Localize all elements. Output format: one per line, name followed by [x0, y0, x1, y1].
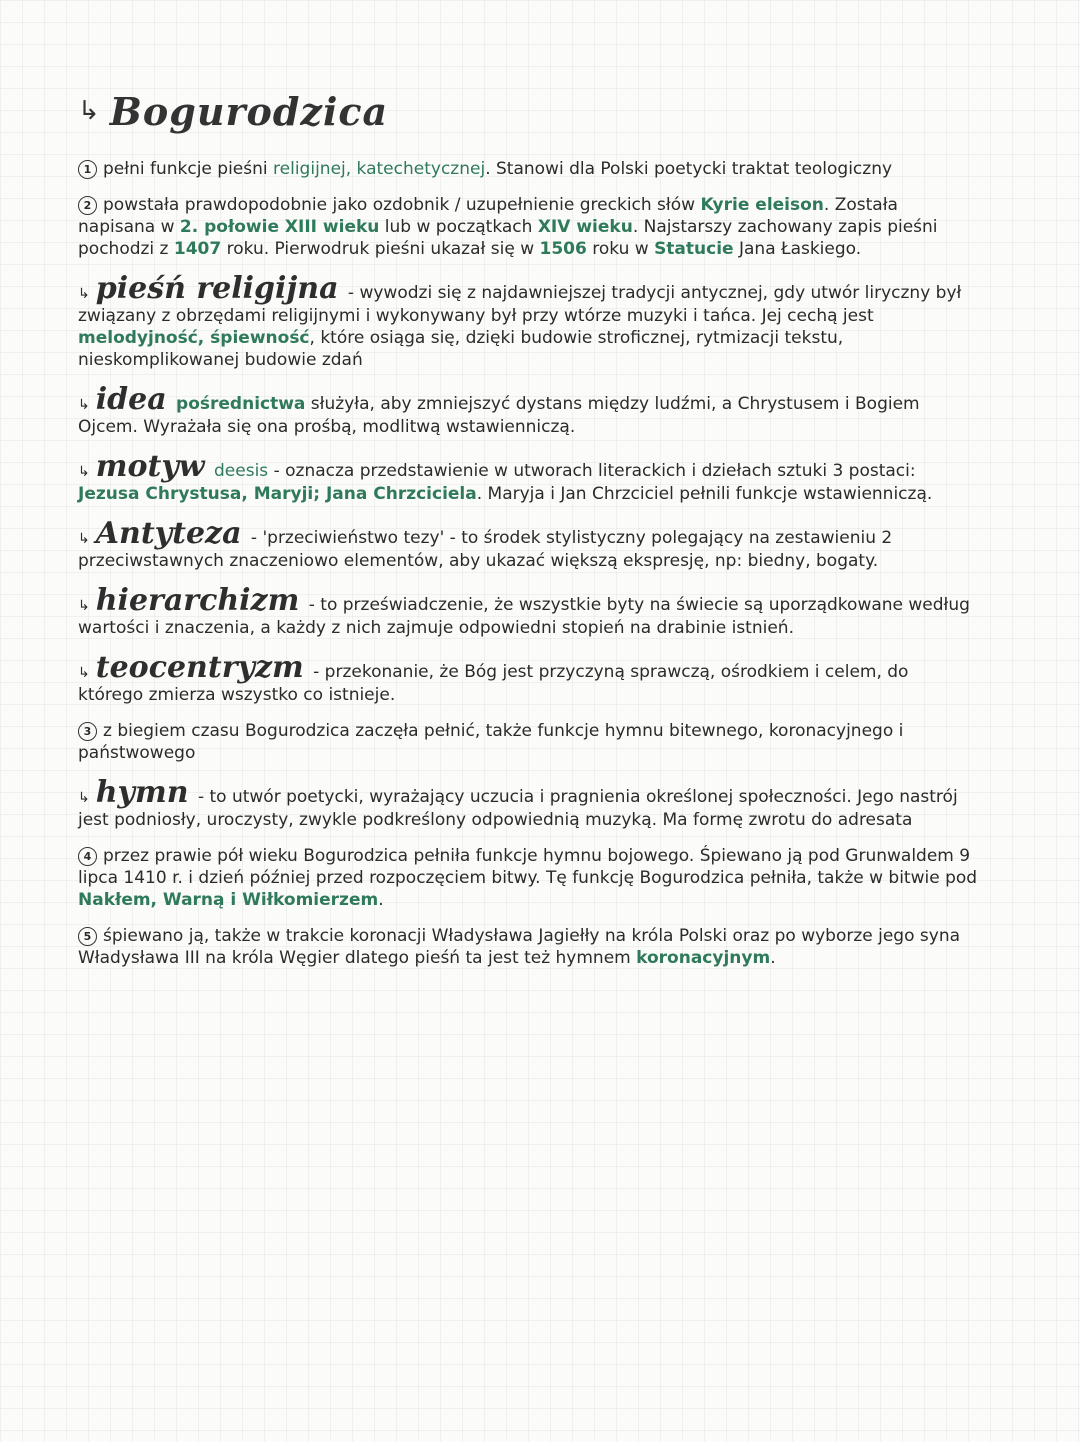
term-title: idea [95, 382, 167, 417]
sub-arrow-icon: ↳ [78, 397, 90, 413]
text: - oznacza przedstawienie w utworach literackich i dziełach sztuki 3 postaci: [268, 461, 916, 481]
text: Jana Łaskiego. [733, 239, 862, 259]
text: , które osiąga się, dzięki budowie stroficznej, rytmizacji tekstu, nieskomplikowanej budowie zdań [78, 328, 844, 370]
page-heading [78, 86, 978, 136]
sub-arrow-icon: ↳ [78, 790, 90, 806]
sub-arrow-icon: ↳ [78, 531, 90, 547]
text: . Stanowi dla Polski poetycki traktat teologiczny [485, 159, 893, 179]
highlight: 2. połowie XIII wieku [179, 217, 380, 237]
definition-antyteza [78, 516, 978, 572]
highlight: Nakłem, Warną i Wiłkomierzem [78, 890, 379, 910]
sub-arrow-icon: ↳ [78, 286, 90, 302]
definition-idea [78, 382, 978, 438]
term-title: hierarchizm [95, 583, 300, 618]
definition-piesn-religijna [78, 271, 978, 371]
text: roku w [586, 239, 655, 259]
text: powstała prawdopodobnie jako ozdobnik / uzupełnienie greckich słów [103, 195, 701, 215]
number-circle-2: 2 [78, 196, 97, 215]
highlight: pośrednictwa [176, 394, 306, 414]
highlight: Statucie [654, 239, 734, 259]
text: - to przeświadczenie, że wszystkie byty na świecie są uporządkowane według wartości i znaczenia, a każdy z nich zajmuje odpowiedni stopień na drabinie istnień. [78, 595, 970, 638]
number-circle-3: 3 [78, 722, 97, 741]
text: . [770, 948, 776, 968]
definition-hymn [78, 775, 978, 831]
sub-arrow-icon: ↳ [78, 598, 90, 614]
highlight: XIV wieku [537, 217, 633, 237]
highlight: deesis [214, 461, 269, 481]
text: - 'przeciwieństwo tezy' - to środek stylistyczny polegający na zestawieniu 2 przeciwstawnych znaczeniowo elementów, aby ukazać większą ekspresję, np: biedny, bogaty. [78, 528, 893, 571]
highlight: 1407 [173, 239, 222, 259]
text: przez prawie pół wieku Bogurodzica pełniła funkcje hymnu bojowego. Śpiewano ją pod Grunwaldem 9 lipca 1410 r. i dzień później przed rozpoczęciem bitwy. Tę funkcję Bogurodzica pełniła, także w bitwie pod [78, 846, 978, 888]
text: śpiewano ją, także w trakcie koronacji Władysława Jagiełły na króla Polski oraz po wyborze jego syna Władysława III na króla Węgier dlatego pieśń ta jest też hymnem [78, 926, 961, 968]
definition-hierarchizm [78, 583, 978, 639]
text: - to utwór poetycki, wyrażający uczucia i pragnienia określonej społeczności. Jego nastrój jest podniosły, uroczysty, zwykle podkreślony odpowiednią muzyką. Ma formę zwrotu do adresata [78, 787, 958, 830]
text: służyła, aby zmniejszyć dystans między ludźmi, a Chrystusem i Bogiem Ojcem. Wyrażała się ona prośbą, modlitwą wstawienniczą. [78, 394, 920, 437]
point-5 [78, 925, 978, 969]
definition-motyw [78, 449, 978, 505]
term-title: motyw [95, 449, 205, 484]
notes-content [78, 86, 978, 983]
term-title: hymn [95, 775, 189, 810]
definition-teocentryzm [78, 650, 978, 706]
number-circle-5: 5 [78, 927, 97, 946]
highlight: koronacyjnym [636, 948, 771, 968]
sub-arrow-icon: ↳ [78, 464, 90, 480]
text: z biegiem czasu Bogurodzica zaczęła pełnić, także funkcje hymnu bitewnego, koronacyjnego i państwowego [78, 721, 904, 763]
point-1 [78, 158, 978, 180]
text: pełni funkcje pieśni [103, 159, 274, 179]
term-title: teocentryzm [95, 650, 304, 685]
term-title: pieśń religijna [95, 271, 339, 306]
term-title: Antyteza [95, 516, 242, 551]
number-circle-1: 1 [78, 160, 97, 179]
arrow-right-icon: ↳ [78, 96, 100, 126]
number-circle-4: 4 [78, 847, 97, 866]
highlight: 1506 [539, 239, 587, 259]
point-4 [78, 845, 978, 911]
text: . [378, 890, 384, 910]
page-title: Bogurodzica [109, 88, 389, 134]
highlight: Jezusa Chrystusa, Maryji; Jana Chrzciciela [78, 484, 477, 504]
text: . Maryja i Jan Chrzciciel pełnili funkcje wstawienniczą. [476, 484, 933, 504]
text: lub w początkach [379, 217, 538, 237]
text: . Najstarszy zachowany zapis pieśni pochodzi z [78, 217, 938, 259]
text: - przekonanie, że Bóg jest przyczyną sprawczą, ośrodkiem i celem, do którego zmierza wszystko co istnieje. [78, 662, 909, 705]
sub-arrow-icon: ↳ [78, 665, 90, 681]
point-3 [78, 720, 978, 764]
highlight: religijnej, katechetycznej [273, 159, 486, 179]
highlight: Kyrie eleison [700, 195, 824, 215]
highlight: melodyjność, śpiewność [78, 328, 310, 348]
point-2 [78, 194, 978, 260]
text: . Została napisana w [78, 195, 898, 237]
text: - wywodzi się z najdawniejszej tradycji antycznej, gdy utwór liryczny był związany z obrzędami religijnymi i wykonywany był przy wtórze muzyki i tańca. Jej cechą jest [78, 283, 962, 326]
text: roku. Pierwodruk pieśni ukazał się w [221, 239, 540, 259]
